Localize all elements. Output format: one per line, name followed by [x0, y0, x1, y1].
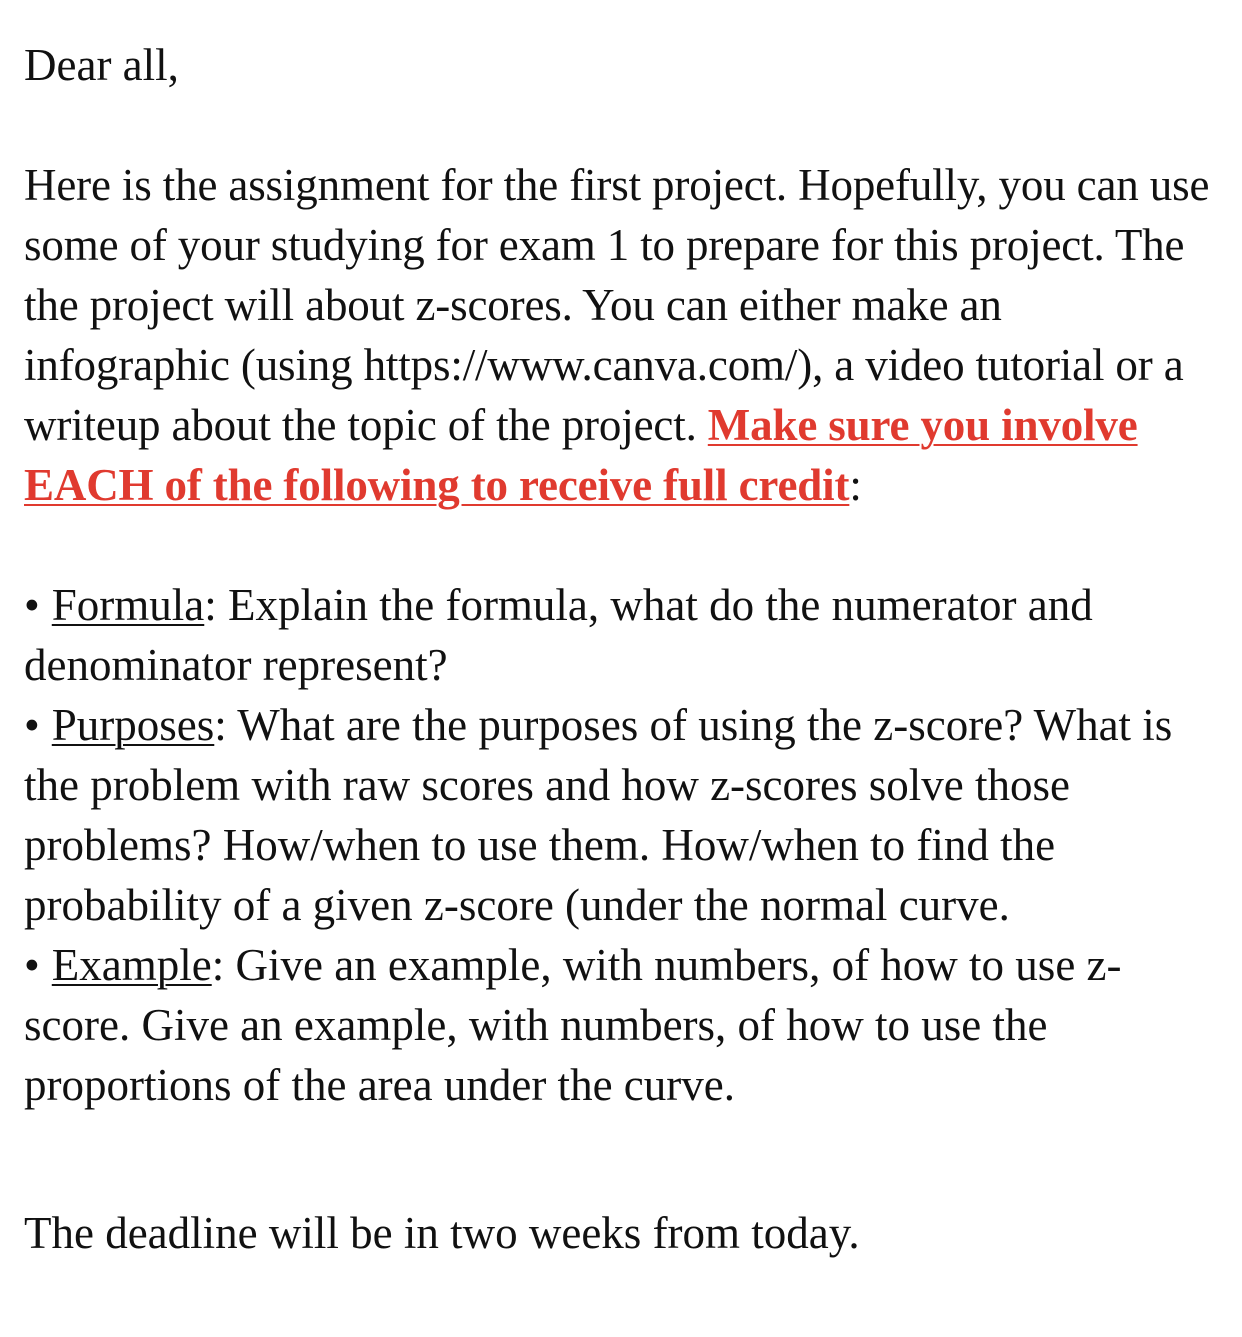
bullet-term-example: Example [51, 940, 212, 990]
bullet-text-formula: : Explain the formula, what do the numerator and denominator represent? [24, 580, 1093, 690]
bullet-marker: • [24, 940, 40, 990]
bullet-marker: • [24, 580, 40, 630]
full-credit-emphasis: Make sure you involve EACH of the following to receive full credit [24, 400, 1138, 510]
bullet-marker: • [24, 700, 40, 750]
bullet-term-formula: Formula [51, 580, 205, 630]
intro-paragraph [24, 155, 1218, 515]
requirements-list [24, 575, 1218, 1115]
bullet-formula [24, 575, 1218, 695]
greeting: Dear all, [24, 40, 179, 90]
bullet-example [24, 935, 1218, 1115]
bullet-text-example: : Give an example, with numbers, of how to use z-score. Give an example, with numbers, of how to use the proportions of the area under the curve. [24, 940, 1122, 1110]
bullet-purposes [24, 695, 1218, 935]
bullet-term-purposes: Purposes [51, 700, 215, 750]
bullet-text-purposes: : What are the purposes of using the z-score? What is the problem with raw scores and how z-scores solve those problems? How/when to use them. How/when to find the probability of a given z-score (under the normal curve. [24, 700, 1173, 930]
deadline-note: The deadline will be in two weeks from today. [24, 1208, 860, 1258]
intro-trailing-colon: : [849, 460, 862, 510]
intro-text: Here is the assignment for the first project. Hopefully, you can use some of your studying for exam 1 to prepare for this project. The the project will about z-scores. You can either make an infographic (using https://www.canva.com/), a video tutorial or a writeup about the topic of the project. [24, 160, 1210, 450]
